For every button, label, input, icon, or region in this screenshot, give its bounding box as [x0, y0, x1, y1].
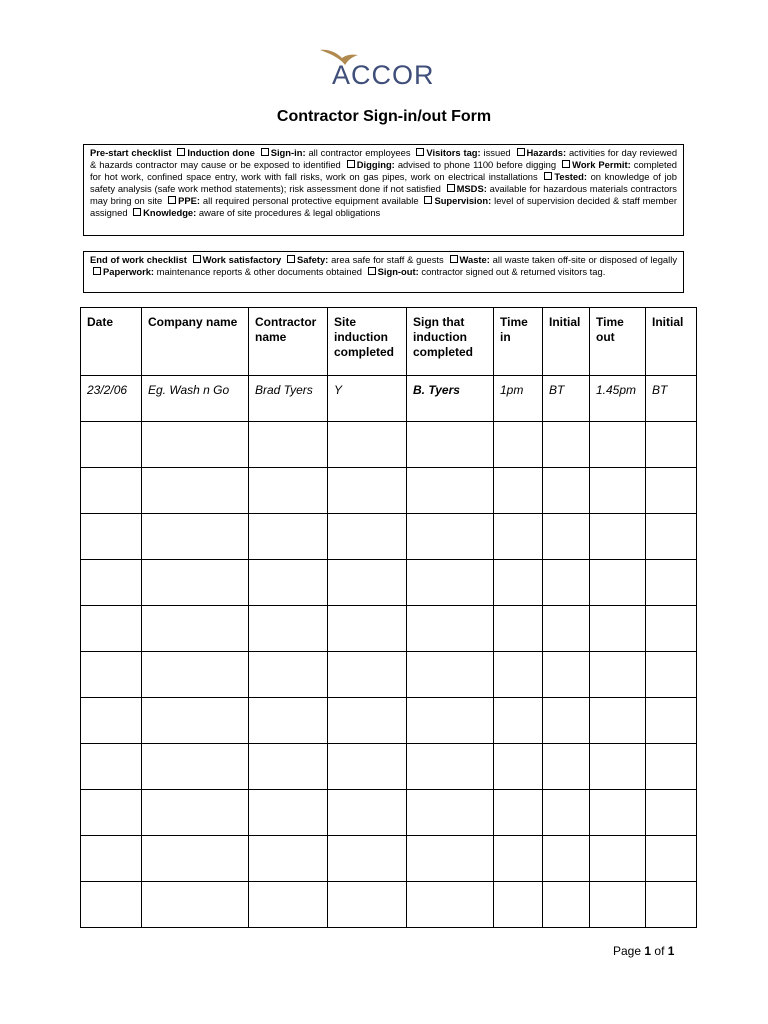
table-row	[81, 422, 697, 468]
table-cell[interactable]	[646, 744, 697, 790]
table-cell[interactable]	[494, 698, 543, 744]
table-cell[interactable]	[249, 744, 328, 790]
table-cell[interactable]	[249, 514, 328, 560]
table-cell[interactable]	[494, 606, 543, 652]
table-cell[interactable]	[407, 652, 494, 698]
table-cell[interactable]	[494, 422, 543, 468]
table-cell[interactable]	[646, 514, 697, 560]
table-cell[interactable]	[142, 560, 249, 606]
column-header: Initial	[646, 308, 697, 376]
item-text: on knowledge of job safety analysis (safe work method statements); risk assessment done if not satisfied	[90, 171, 677, 194]
checkbox[interactable]	[562, 160, 570, 168]
table-cell[interactable]	[249, 698, 328, 744]
table-cell[interactable]	[249, 882, 328, 928]
table-cell[interactable]	[407, 606, 494, 652]
table-row	[81, 560, 697, 606]
logo-wordmark: ACCOR	[332, 60, 435, 90]
column-header: Date	[81, 308, 142, 376]
table-cell: Y	[328, 376, 407, 422]
item-text: all contractor employees	[308, 147, 411, 158]
table-cell[interactable]	[590, 514, 646, 560]
item-label: Hazards:	[526, 147, 567, 158]
column-header: Sign that induction completed	[407, 308, 494, 376]
table-cell[interactable]	[81, 514, 142, 560]
table-cell[interactable]	[646, 882, 697, 928]
table-cell: 1.45pm	[590, 376, 646, 422]
checkbox[interactable]	[133, 208, 141, 216]
table-cell[interactable]	[142, 744, 249, 790]
table-cell[interactable]	[543, 744, 590, 790]
page-of: of	[654, 944, 665, 958]
checkbox[interactable]	[261, 148, 269, 156]
item-text: level of supervision decided & staff member assigned	[90, 195, 677, 218]
table-cell[interactable]	[328, 652, 407, 698]
checkbox[interactable]	[447, 184, 455, 192]
table-cell[interactable]	[494, 790, 543, 836]
prestart-item	[258, 147, 411, 158]
table-cell[interactable]	[590, 422, 646, 468]
checkbox[interactable]	[450, 255, 458, 263]
item-label: Tested:	[554, 171, 587, 182]
table-cell: 1pm	[494, 376, 543, 422]
table-cell[interactable]	[494, 836, 543, 882]
table-cell[interactable]	[646, 698, 697, 744]
table-cell[interactable]	[646, 468, 697, 514]
endwork-heading: End of work checklist	[90, 254, 187, 265]
table-cell[interactable]	[142, 882, 249, 928]
item-label: MSDS:	[456, 183, 487, 194]
table-cell[interactable]	[81, 698, 142, 744]
checkbox[interactable]	[287, 255, 295, 263]
table-cell[interactable]	[407, 422, 494, 468]
table-cell[interactable]	[494, 468, 543, 514]
table-cell[interactable]	[646, 422, 697, 468]
table-cell[interactable]	[328, 468, 407, 514]
item-label: Waste:	[459, 254, 490, 265]
table-row	[81, 836, 697, 882]
checkbox[interactable]	[424, 196, 432, 204]
table-cell: BT	[646, 376, 697, 422]
checkbox[interactable]	[517, 148, 525, 156]
prestart-item	[413, 147, 510, 158]
item-text: maintenance reports & other documents obtained	[156, 266, 363, 277]
item-text: all required personal protective equipment available	[202, 195, 419, 206]
item-label: Work satisfactory	[202, 254, 282, 265]
table-cell[interactable]	[249, 468, 328, 514]
table-cell[interactable]	[590, 744, 646, 790]
table-cell[interactable]	[543, 882, 590, 928]
checkbox[interactable]	[177, 148, 185, 156]
table-cell[interactable]	[590, 468, 646, 514]
table-cell[interactable]	[407, 744, 494, 790]
table-cell[interactable]	[249, 560, 328, 606]
table-cell[interactable]	[81, 422, 142, 468]
prestart-item	[130, 207, 380, 218]
table-row	[81, 698, 697, 744]
table-cell[interactable]	[142, 698, 249, 744]
page-label: Page	[613, 944, 642, 958]
table-cell[interactable]	[494, 514, 543, 560]
item-label: Sign-in:	[270, 147, 306, 158]
table-cell[interactable]	[543, 836, 590, 882]
table-cell[interactable]	[328, 606, 407, 652]
table-cell[interactable]	[142, 606, 249, 652]
table-row	[81, 468, 697, 514]
checkbox[interactable]	[368, 267, 376, 275]
item-text: issued	[483, 147, 511, 158]
prestart-item	[344, 159, 556, 170]
column-header: Contractor name	[249, 308, 328, 376]
item-text: area safe for staff & guests	[331, 254, 444, 265]
table-cell[interactable]	[646, 606, 697, 652]
column-header: Time in	[494, 308, 543, 376]
table-cell[interactable]	[81, 836, 142, 882]
endwork-checklist	[83, 251, 684, 293]
endwork-item	[90, 266, 362, 277]
table-cell[interactable]	[494, 652, 543, 698]
page-current: 1	[644, 944, 652, 958]
table-cell[interactable]	[81, 790, 142, 836]
checkbox[interactable]	[168, 196, 176, 204]
checkbox[interactable]	[544, 172, 552, 180]
item-label: Induction done	[187, 147, 255, 158]
checkbox[interactable]	[416, 148, 424, 156]
checkbox[interactable]	[347, 160, 355, 168]
table-cell[interactable]	[646, 836, 697, 882]
item-text: contractor signed out & returned visitors tag.	[421, 266, 606, 277]
table-cell[interactable]	[142, 652, 249, 698]
table-cell[interactable]	[590, 836, 646, 882]
table-row	[81, 606, 697, 652]
table-cell[interactable]	[543, 606, 590, 652]
item-label: Sign-out:	[377, 266, 419, 277]
header-row	[81, 308, 697, 376]
table-row	[81, 882, 697, 928]
table-cell[interactable]	[142, 790, 249, 836]
prestart-item	[165, 195, 418, 206]
table-cell[interactable]	[328, 882, 407, 928]
table-cell[interactable]	[590, 560, 646, 606]
endwork-item	[365, 266, 606, 277]
page-total: 1	[667, 944, 675, 958]
table-cell[interactable]	[494, 744, 543, 790]
table-cell[interactable]	[81, 744, 142, 790]
table-cell[interactable]	[407, 468, 494, 514]
table-cell[interactable]	[81, 652, 142, 698]
table-cell[interactable]	[590, 698, 646, 744]
item-label: Work Permit:	[572, 159, 631, 170]
example-row	[81, 376, 697, 422]
table-cell[interactable]	[407, 790, 494, 836]
table-cell[interactable]	[328, 744, 407, 790]
page-number	[613, 944, 674, 958]
table-cell[interactable]	[249, 652, 328, 698]
item-text: all waste taken off-site or disposed of legally	[492, 254, 678, 265]
table-cell[interactable]	[81, 560, 142, 606]
table-cell[interactable]	[328, 514, 407, 560]
column-header: Time out	[590, 308, 646, 376]
table-row	[81, 652, 697, 698]
table-cell[interactable]	[590, 652, 646, 698]
item-label: Visitors tag:	[426, 147, 481, 158]
table-cell[interactable]	[407, 698, 494, 744]
column-header: Company name	[142, 308, 249, 376]
table-cell[interactable]	[81, 468, 142, 514]
table-cell[interactable]	[142, 422, 249, 468]
table-cell[interactable]	[494, 882, 543, 928]
table-cell[interactable]	[407, 836, 494, 882]
prestart-heading: Pre-start checklist	[90, 147, 172, 158]
endwork-item	[447, 254, 678, 265]
table-cell[interactable]	[328, 790, 407, 836]
table-cell[interactable]	[543, 698, 590, 744]
table-cell[interactable]	[590, 790, 646, 836]
table-cell[interactable]	[249, 606, 328, 652]
column-header: Site induction completed	[328, 308, 407, 376]
table-cell: Eg. Wash n Go	[142, 376, 249, 422]
item-label: Supervision:	[434, 195, 492, 206]
item-label: Paperwork:	[103, 266, 155, 277]
table-cell[interactable]	[328, 698, 407, 744]
table-cell[interactable]	[328, 560, 407, 606]
table-cell[interactable]	[543, 652, 590, 698]
table-cell[interactable]	[407, 882, 494, 928]
table-cell: BT	[543, 376, 590, 422]
endwork-item	[190, 254, 284, 265]
table-cell[interactable]	[249, 422, 328, 468]
endwork-item	[284, 254, 444, 265]
table-cell[interactable]	[646, 790, 697, 836]
table-cell[interactable]	[81, 606, 142, 652]
checkbox[interactable]	[193, 255, 201, 263]
item-label: PPE:	[178, 195, 201, 206]
table-cell[interactable]	[646, 560, 697, 606]
table-cell: 23/2/06	[81, 376, 142, 422]
item-text: activities for day reviewed & hazards contractor may cause or be exposed to identified	[90, 147, 678, 170]
table-row	[81, 744, 697, 790]
item-label: Safety:	[297, 254, 329, 265]
column-header: Initial	[543, 308, 590, 376]
item-text: advised to phone 1100 before digging	[397, 159, 557, 170]
item-text: aware of site procedures & legal obligations	[198, 207, 381, 218]
table-cell[interactable]	[142, 836, 249, 882]
table-cell[interactable]	[590, 606, 646, 652]
table-cell[interactable]	[249, 790, 328, 836]
item-text: available for hazardous materials contractors may bring on site	[90, 183, 677, 206]
table-cell[interactable]	[646, 652, 697, 698]
table-cell[interactable]	[590, 882, 646, 928]
prestart-item	[174, 147, 257, 158]
table-cell[interactable]	[494, 560, 543, 606]
table-cell: Brad Tyers	[249, 376, 328, 422]
table-cell[interactable]	[81, 882, 142, 928]
table-cell[interactable]	[328, 836, 407, 882]
table-cell[interactable]	[407, 560, 494, 606]
item-text: completed for hot work, confined space entry, work with fall risks, work on gas pipes, work on electrical installations	[90, 159, 678, 182]
item-label: Knowledge:	[143, 207, 197, 218]
table-cell[interactable]	[142, 468, 249, 514]
signin-table	[80, 307, 697, 928]
accor-logo	[318, 46, 452, 94]
table-cell[interactable]	[142, 514, 249, 560]
table-cell[interactable]	[328, 422, 407, 468]
table-cell[interactable]	[407, 514, 494, 560]
table-cell[interactable]	[249, 836, 328, 882]
table-row	[81, 514, 697, 560]
table-cell[interactable]	[543, 560, 590, 606]
table-cell[interactable]	[543, 422, 590, 468]
table-cell[interactable]	[543, 790, 590, 836]
table-cell: B. Tyers	[407, 376, 494, 422]
checkbox[interactable]	[93, 267, 101, 275]
page-title: Contractor Sign-in/out Form	[276, 108, 492, 125]
table-row	[81, 790, 697, 836]
table-cell[interactable]	[543, 468, 590, 514]
prestart-checklist	[83, 144, 684, 236]
item-label: Digging:	[356, 159, 395, 170]
table-cell[interactable]	[543, 514, 590, 560]
